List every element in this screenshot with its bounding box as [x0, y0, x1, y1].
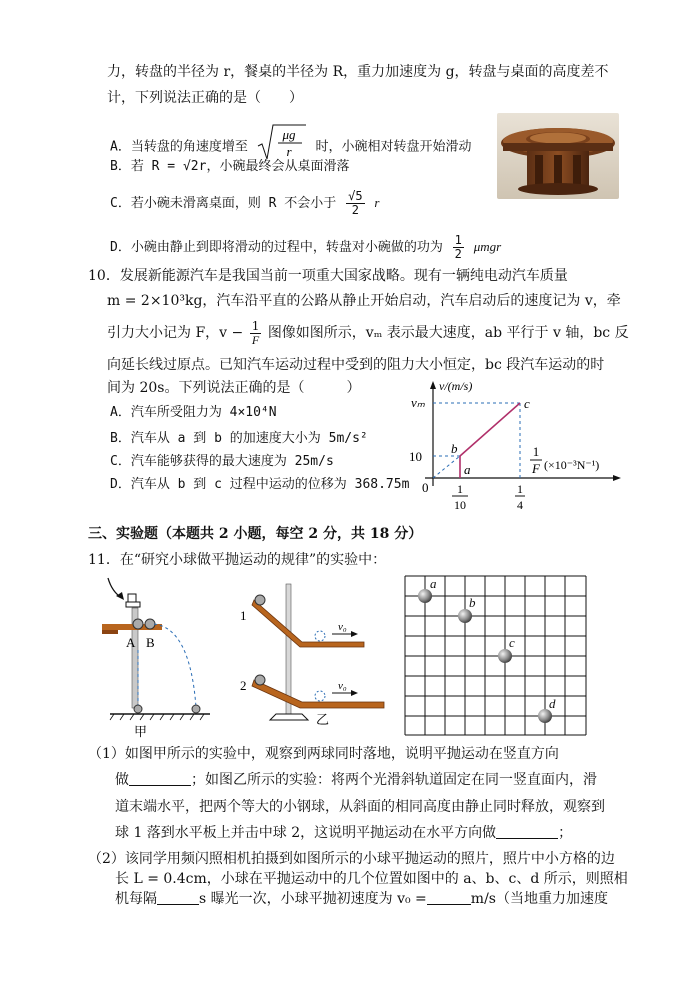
fraction: $\frac{√5}{2}$: [348, 189, 363, 217]
figure-yi-apparatus: [234, 572, 394, 740]
point-c-label: c: [524, 396, 530, 411]
fraction: $\frac{1}{2}$: [454, 233, 462, 261]
q10-option-a: A．汽车所受阻力为 4×10⁴N: [110, 405, 277, 420]
origin-label: 0: [422, 480, 429, 495]
ball-position-b: [458, 609, 472, 623]
y-axis-arrow-icon: [430, 381, 436, 389]
q10-stem-line5: 间为 20s。下列说法正确的是（ ）: [107, 380, 361, 396]
q11-part1-line3: 道末端水平，把两个等大的小钢球，从斜面的相同高度由静止同时释放，观察到: [115, 799, 605, 815]
x-axis-label: (×10⁻³N⁻¹): [544, 458, 600, 472]
label-a: A: [126, 635, 136, 650]
answer-blank-4[interactable]: [427, 890, 471, 905]
q9-stem-line1: 力，转盘的半径为 r，餐桌的半径为 R，重力加速度为 g，转盘与桌面的高度差不: [107, 64, 609, 80]
projectile-path: [154, 624, 196, 707]
q11-part1-line2: 做 ；如图乙所示的实验：将两个光滑斜轨道固定在同一竖直面内，滑: [115, 772, 597, 788]
q10-option-b: B．汽车从 a 到 b 的加速度大小为 5m/s²: [110, 431, 368, 446]
x-axis-arrow-icon: [613, 475, 621, 481]
sqrt-icon: [256, 122, 308, 162]
svg-text:μg: μg: [282, 127, 296, 142]
q11-part2-line3: 机每隔 s 曝光一次，小球平抛初速度为 v₀ = m/s（当地重力加速度: [115, 891, 608, 907]
q10-stem-line1: 10．发展新能源汽车是我国当前一项重大国家战略。现有一辆纯电动汽车质量: [88, 268, 568, 284]
svg-text:4: 4: [517, 498, 523, 512]
fraction: $\frac{1}{F}$: [251, 318, 260, 347]
section-3-heading: 三、实验题（本题共 2 小题，每空 2 分，共 18 分）: [88, 526, 423, 542]
q10-stem-line4: 向延长线过原点。已知汽车运动过程中受到的阻力大小恒定，bc 段汽车运动的时: [107, 357, 605, 373]
label-2: 2: [240, 678, 247, 693]
svg-text:v₀: v₀: [338, 621, 347, 633]
grid-label-a: a: [430, 576, 437, 591]
grid-lines: [405, 576, 586, 735]
ball-1-start: [255, 595, 265, 605]
ball-a: [133, 619, 143, 629]
q10-option-c: C．汽车能够获得的最大速度为 25m/s: [110, 454, 334, 469]
svg-text:r: r: [286, 144, 292, 159]
label-1: 1: [240, 608, 247, 623]
label-b: B: [146, 635, 155, 650]
ball-position-c: [498, 649, 512, 663]
ball-position-d: [538, 709, 552, 723]
ten-label: 10: [409, 449, 422, 464]
bc-extension-dash: [433, 456, 460, 478]
grid-label-c: c: [509, 635, 515, 650]
figure-jia-label: 甲: [134, 724, 148, 739]
q11-part2-line1: （2）该同学用频闪照相机拍摄到如图所示的小球平抛运动的照片，照片中小方格的边: [88, 851, 615, 867]
q11-part2-line2: 长 L = 0.4cm，小球在平抛运动中的几个位置如图中的 a、b、c、d 所示，则照相: [115, 871, 628, 887]
q10-stem-line3: 引力大小记为 F，v − $\frac{1}{F}$ 图像如图所示，vₘ 表示最大速度，ab 平行于 v 轴，bc 反: [107, 318, 629, 347]
figure-yi-label: 乙: [316, 712, 330, 727]
svg-text:1: 1: [457, 482, 463, 496]
q11-part1-line4: 球 1 落到水平板上并击中球 2，这说明平抛运动在水平方向做 ；: [115, 825, 573, 841]
svg-text:v₀: v₀: [338, 680, 347, 692]
svg-text:1: 1: [532, 444, 540, 459]
q9-stem-line2: 计，下列说法正确的是（ ）: [107, 90, 303, 106]
q9-option-b: B．若 R = √2r，小碗最终会从桌面滑落: [110, 159, 350, 174]
q9-option-a: A．当转盘的角速度增至 μg r 时，小碗相对转盘开始滑动: [110, 122, 472, 172]
answer-blank-3[interactable]: [157, 890, 199, 905]
figure-jia-apparatus: [98, 572, 218, 740]
point-a-label: a: [464, 462, 471, 477]
answer-blank-1[interactable]: [129, 771, 191, 786]
svg-text:F: F: [532, 461, 540, 476]
svg-text:10: 10: [454, 498, 466, 512]
ball-b: [145, 619, 155, 629]
grid-label-b: b: [469, 595, 476, 610]
v-vs-inverse-force-graph: [405, 378, 645, 518]
q9-option-d: D．小碗由静止到即将滑动的过程中，转盘对小碗做的功为 $\frac{1}{2}$ μmgr: [110, 233, 502, 261]
q11-part1-line1: （1）如图甲所示的实验中，观察到两球同时落地，说明平抛运动在竖直方向: [88, 746, 559, 762]
y-axis-label: v/(m/s): [439, 379, 473, 393]
flash-photo-grid: [403, 574, 589, 738]
q10-option-d: D．汽车从 b 到 c 过程中运动的位移为 368.75m: [110, 477, 410, 492]
q10-stem-line2: m = 2×10³kg，汽车沿平直的公路从静止开始启动，汽车启动后的速度记为 v，牵: [107, 293, 621, 309]
vm-label: vₘ: [411, 395, 425, 410]
svg-text:1: 1: [517, 482, 523, 496]
upper-track: [252, 600, 364, 647]
q9-option-c: C．若小碗未滑离桌面，则 R 不会小于 $\frac{√5}{2}$ r: [110, 189, 380, 217]
point-b-label: b: [451, 441, 458, 456]
segment-bc: [460, 403, 520, 456]
ball-position-a: [418, 589, 432, 603]
grid-label-d: d: [549, 696, 556, 711]
turntable-table-photo: [497, 113, 619, 199]
ball-2-start: [255, 675, 265, 685]
q11-stem: 11．在“研究小球做平抛运动的规律”的实验中：: [88, 552, 387, 568]
answer-blank-2[interactable]: [496, 824, 558, 839]
